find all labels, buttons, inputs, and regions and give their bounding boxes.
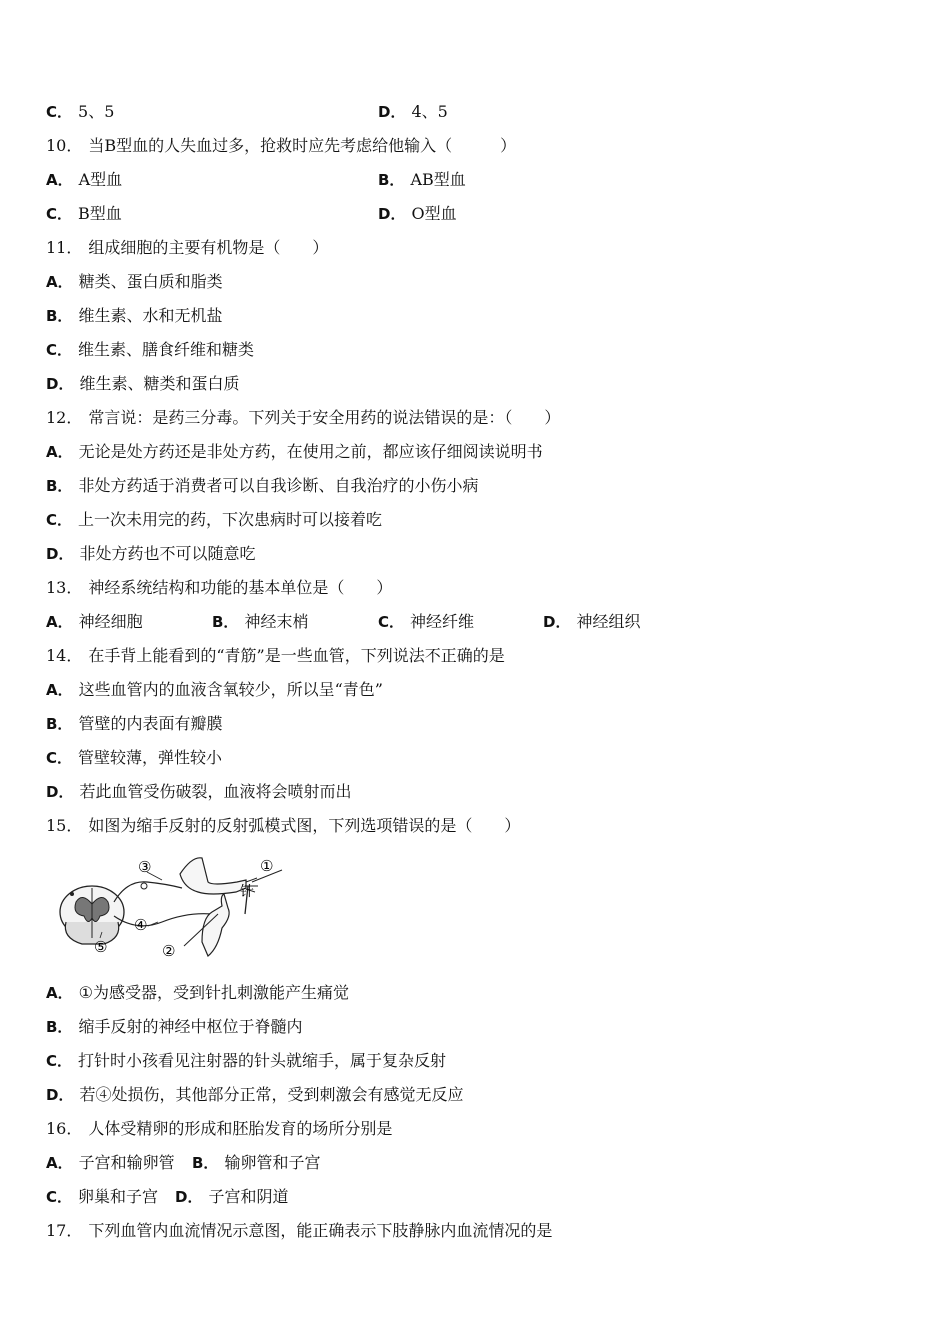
question-text: 神经系统结构和功能的基本单位是（ ） [88, 578, 393, 597]
option-letter: C． [378, 613, 405, 631]
q14-option-c[interactable] [46, 748, 222, 768]
option-text: 神经纤维 [410, 612, 475, 631]
question-number: 14． [46, 646, 83, 665]
arm-effector [184, 894, 229, 956]
option-letter: B． [46, 477, 73, 495]
question-number: 16． [46, 1119, 83, 1138]
option-text: 子宫和阴道 [208, 1187, 289, 1206]
option-letter: C． [46, 511, 73, 529]
option-text: 子宫和输卵管 [78, 1153, 175, 1172]
option-text: 打针时小孩看见注射器的针头就缩手，属于复杂反射 [78, 1051, 447, 1070]
label-4: ④ [134, 916, 148, 934]
spinal-cord-section [60, 886, 124, 944]
reflex-arc-figure [52, 852, 292, 962]
q11-option-a[interactable] [46, 272, 223, 292]
q12-option-c[interactable] [46, 510, 382, 530]
question-text: 组成细胞的主要有机物是（ ） [88, 238, 329, 257]
option-letter: D． [378, 205, 406, 223]
option-letter: D． [46, 545, 74, 563]
question-number: 10． [46, 136, 83, 155]
q10-option-d[interactable] [378, 204, 457, 224]
question-text: 常言说：是药三分毒。下列关于安全用药的说法错误的是：（ ） [88, 408, 561, 427]
label-5: ⑤ [94, 938, 108, 956]
option-text: 神经细胞 [78, 612, 143, 631]
option-letter: D． [46, 375, 74, 393]
option-letter: D． [175, 1188, 203, 1206]
option-text: 非处方药适于消费者可以自我诊断、自我治疗的小伤小病 [78, 476, 479, 495]
option-letter: A． [46, 613, 73, 631]
option-letter: A． [46, 273, 73, 291]
q16-option-a[interactable] [46, 1153, 175, 1173]
option-letter: A． [46, 984, 73, 1002]
q14-option-a[interactable] [46, 680, 383, 700]
q15-stem [46, 816, 520, 836]
option-text: 神经末梢 [244, 612, 309, 631]
option-letter: B． [46, 1018, 73, 1036]
option-text: 维生素、膳食纤维和糖类 [78, 340, 255, 359]
option-text: 若此血管受伤破裂，血液将会喷射而出 [79, 782, 352, 801]
option-text: 糖类、蛋白质和脂类 [78, 272, 223, 291]
option-letter: C． [46, 1052, 73, 1070]
q14-option-d[interactable] [46, 782, 351, 802]
q9-option-c[interactable] [46, 102, 114, 122]
q14-option-b[interactable] [46, 714, 222, 734]
q15-option-d[interactable] [46, 1085, 463, 1105]
option-text: 管壁的内表面有瓣膜 [78, 714, 223, 733]
q14-stem [46, 646, 505, 666]
q16-option-c[interactable] [46, 1187, 158, 1207]
option-text: 管壁较薄，弹性较小 [78, 748, 223, 767]
option-text: 这些血管内的血液含氧较少，所以呈“青色” [78, 680, 383, 699]
q13-stem [46, 578, 392, 598]
q9-option-d[interactable] [378, 102, 448, 122]
option-letter: B． [378, 171, 405, 189]
option-text: O型血 [411, 204, 457, 223]
option-letter: C． [46, 1188, 73, 1206]
q16-option-d[interactable] [175, 1187, 288, 1207]
option-letter: B． [192, 1154, 219, 1172]
option-letter: A． [46, 171, 73, 189]
option-letter: B． [46, 307, 73, 325]
question-text: 当B型血的人失血过多，抢救时应先考虑给他输入（ ） [88, 136, 517, 155]
q12-option-d[interactable] [46, 544, 255, 564]
option-text: A型血 [78, 170, 123, 189]
question-number: 11． [46, 238, 83, 257]
q12-option-b[interactable] [46, 476, 478, 496]
q13-option-a[interactable] [46, 612, 143, 632]
option-letter: B． [212, 613, 239, 631]
option-text: 非处方药也不可以随意吃 [79, 544, 256, 563]
option-text: 缩手反射的神经中枢位于脊髓内 [78, 1017, 303, 1036]
option-letter: D． [46, 1086, 74, 1104]
option-letter: A． [46, 681, 73, 699]
q10-stem [46, 136, 516, 156]
question-text: 如图为缩手反射的反射弧模式图，下列选项错误的是（ ） [88, 816, 521, 835]
question-text: 人体受精卵的形成和胚胎发育的场所分别是 [88, 1119, 393, 1138]
label-3: ③ [138, 858, 152, 876]
option-letter: C． [46, 103, 73, 121]
q15-option-c[interactable] [46, 1051, 446, 1071]
q11-option-c[interactable] [46, 340, 254, 360]
question-number: 12． [46, 408, 83, 427]
q13-option-c[interactable] [378, 612, 474, 632]
needle-label: 针 [240, 884, 254, 900]
option-text: 4、5 [411, 102, 448, 121]
option-letter: B． [46, 715, 73, 733]
option-letter: D． [46, 783, 74, 801]
q10-option-a[interactable] [46, 170, 122, 190]
option-text: 若④处损伤，其他部分正常，受到刺激会有感觉无反应 [79, 1085, 464, 1104]
q17-stem [46, 1221, 552, 1241]
q15-option-b[interactable] [46, 1017, 302, 1037]
option-text: ①为感受器，受到针扎刺激能产生痛觉 [78, 983, 349, 1002]
option-text: AB型血 [410, 170, 466, 189]
option-letter: A． [46, 1154, 73, 1172]
q10-option-c[interactable] [46, 204, 122, 224]
q12-option-a[interactable] [46, 442, 543, 462]
option-letter: D． [543, 613, 571, 631]
option-text: B型血 [78, 204, 122, 223]
question-number: 13． [46, 578, 83, 597]
question-text: 下列血管内血流情况示意图，能正确表示下肢静脉内血流情况的是 [88, 1221, 553, 1240]
q13-option-d[interactable] [543, 612, 640, 632]
option-text: 维生素、水和无机盐 [78, 306, 223, 325]
label-1: ① [260, 857, 274, 875]
option-letter: C． [46, 341, 73, 359]
option-text: 上一次未用完的药，下次患病时可以接着吃 [78, 510, 383, 529]
q16-option-b[interactable] [192, 1153, 320, 1173]
q11-option-d[interactable] [46, 374, 239, 394]
q12-stem [46, 408, 560, 428]
label-2: ② [162, 942, 176, 960]
option-letter: D． [378, 103, 406, 121]
option-text: 维生素、糖类和蛋白质 [79, 374, 240, 393]
option-text: 5、5 [78, 102, 115, 121]
option-letter: C． [46, 205, 73, 223]
q16-stem [46, 1119, 392, 1139]
option-text: 输卵管和子宫 [224, 1153, 321, 1172]
q15-option-a[interactable] [46, 983, 349, 1003]
option-text: 卵巢和子宫 [78, 1187, 159, 1206]
question-number: 17． [46, 1221, 83, 1240]
question-number: 15． [46, 816, 83, 835]
question-text: 在手背上能看到的“青筋”是一些血管，下列说法不正确的是 [88, 646, 505, 665]
option-letter: C． [46, 749, 73, 767]
option-text: 神经组织 [576, 612, 641, 631]
option-text: 无论是处方药还是非处方药，在使用之前，都应该仔细阅读说明书 [78, 442, 543, 461]
option-letter: A． [46, 443, 73, 461]
q11-stem [46, 238, 328, 258]
q13-option-b[interactable] [212, 612, 308, 632]
q10-option-b[interactable] [378, 170, 466, 190]
q11-option-b[interactable] [46, 306, 222, 326]
